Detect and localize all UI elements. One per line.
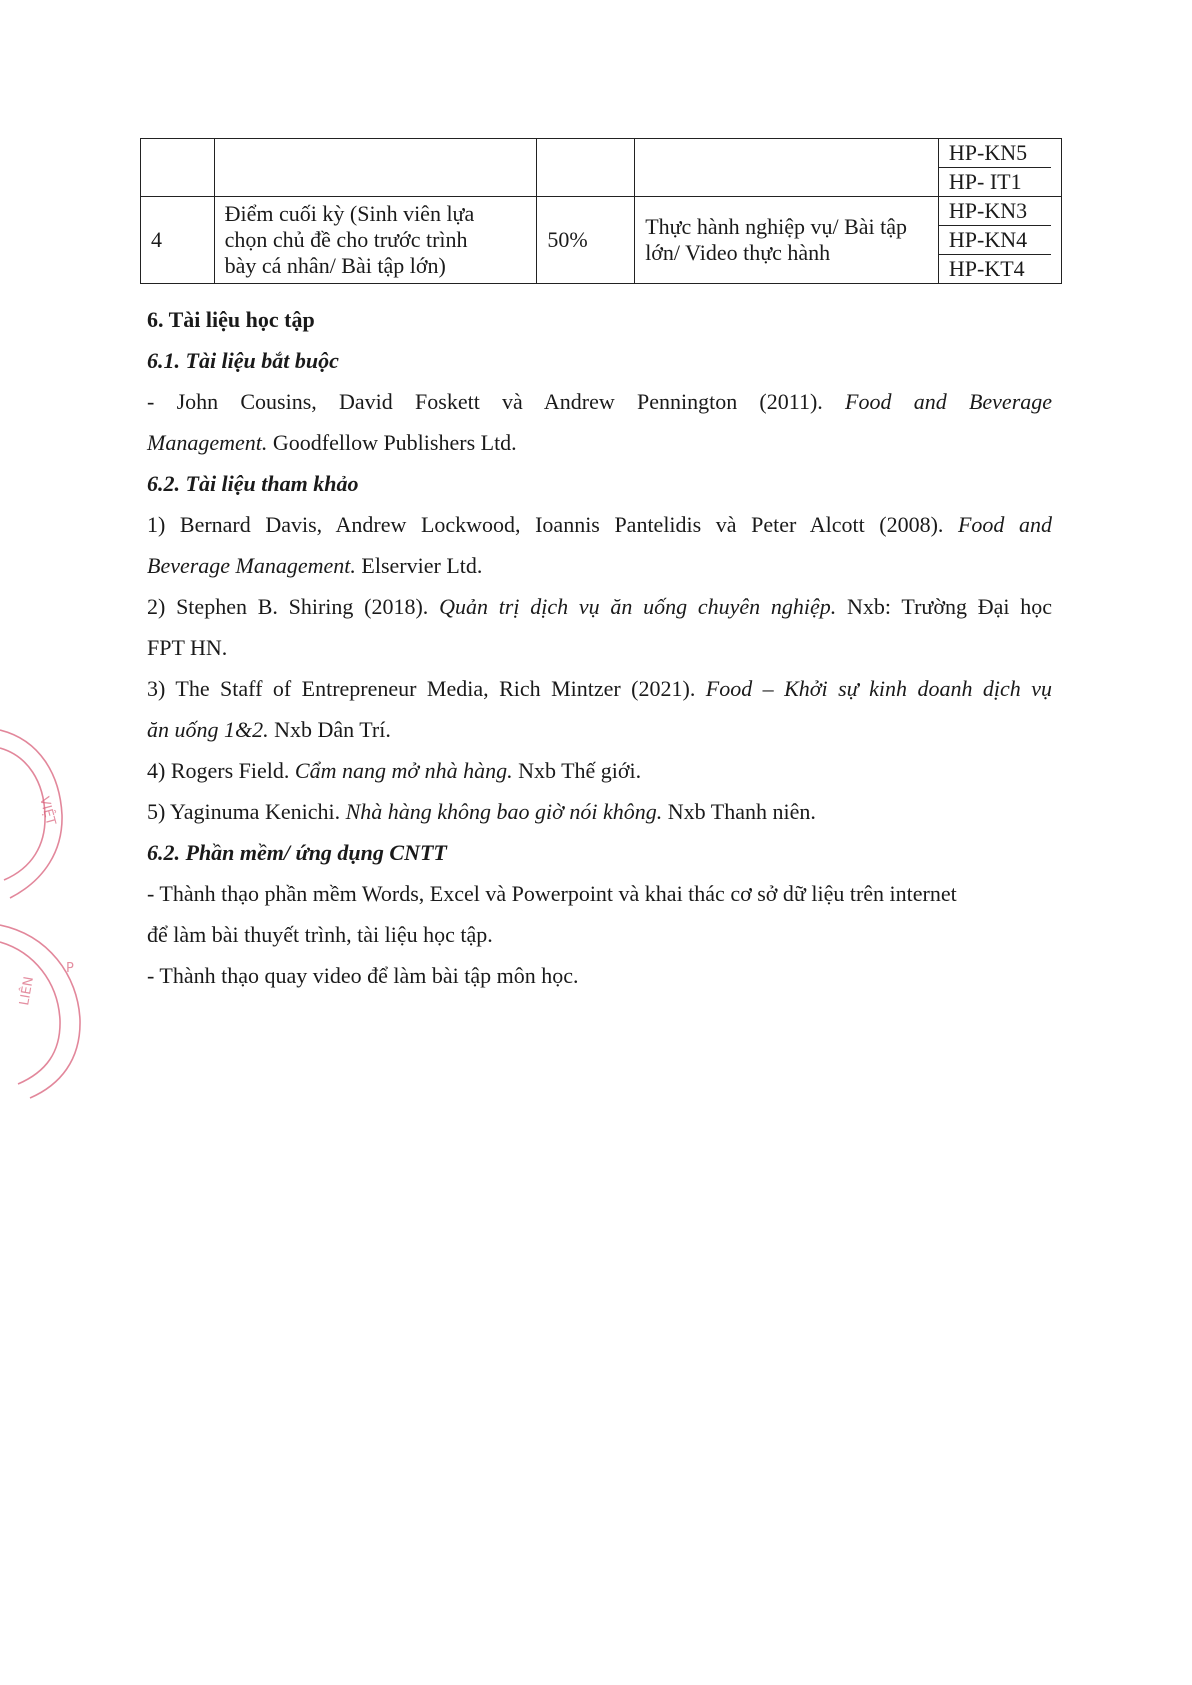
ref-publisher: Nxb Thế giới. bbox=[512, 758, 642, 783]
section-heading: 6. Tài liệu học tập bbox=[147, 307, 315, 332]
ref-publisher: Nxb: Trường Đại học bbox=[847, 594, 1052, 619]
body-line: để làm bài thuyết trình, tài liệu học tập. bbox=[147, 922, 493, 947]
ref-publisher: Goodfellow Publishers Ltd. bbox=[267, 430, 517, 455]
clo-code: HP- IT1 bbox=[939, 167, 1051, 196]
ref-authors: 5) Yaginuma Kenichi. bbox=[147, 799, 346, 824]
clo-code: HP-KT4 bbox=[939, 254, 1051, 283]
ref-title: Management. bbox=[147, 430, 268, 455]
svg-text:P: P bbox=[66, 961, 74, 976]
content-line: Điểm cuối kỳ (Sinh viên lựa bbox=[224, 201, 475, 226]
cell-content bbox=[214, 197, 537, 284]
cell-weight: 50% bbox=[537, 197, 635, 284]
cell-no bbox=[141, 139, 215, 197]
ref-title: Food and bbox=[957, 512, 1052, 537]
content-line: chọn chủ đề cho trước trình bbox=[224, 227, 468, 252]
clo-code: HP-KN4 bbox=[939, 225, 1051, 254]
reference-line bbox=[147, 593, 1052, 621]
reference-line bbox=[147, 716, 391, 744]
reference-line bbox=[147, 798, 816, 826]
ref-authors: 1) Bernard Davis, Andrew Lockwood, Ioannis Pantelidis và Peter Alcott (2008). bbox=[147, 512, 944, 537]
cell-clo bbox=[938, 197, 1061, 284]
reference-line bbox=[147, 552, 482, 580]
content-line: bày cá nhân/ Bài tập lớn) bbox=[224, 253, 446, 278]
ref-title: Nhà hàng không bao giờ nói không. bbox=[345, 799, 663, 824]
svg-text:LIÊN: LIÊN bbox=[17, 975, 37, 1007]
method-line: Thực hành nghiệp vụ/ Bài tập bbox=[645, 214, 907, 239]
ref-publisher: Elservier Ltd. bbox=[355, 553, 483, 578]
ref-publisher: Nxb Dân Trí. bbox=[268, 717, 391, 742]
ref-publisher: Nxb Thanh niên. bbox=[662, 799, 816, 824]
body-line: - Thành thạo phần mềm Words, Excel và Powerpoint và khai thác cơ sở dữ liệu trên internet bbox=[147, 881, 957, 906]
ref-authors: - John Cousins, David Foskett và Andrew Pennington (2011). bbox=[147, 389, 823, 414]
table-row bbox=[141, 139, 1062, 197]
cell-clo bbox=[938, 139, 1061, 197]
reference-line bbox=[147, 429, 517, 457]
ref-authors: 2) Stephen B. Shiring (2018). bbox=[147, 594, 440, 619]
reference-line bbox=[147, 675, 1052, 703]
seal-stamp-icon bbox=[0, 720, 110, 1100]
reference-line: FPT HN. bbox=[147, 635, 228, 660]
ref-title: Beverage Management. bbox=[147, 553, 356, 578]
table-row bbox=[141, 197, 1062, 284]
svg-text:VIỆT: VIỆT bbox=[36, 795, 59, 827]
reference-line bbox=[147, 388, 1052, 416]
clo-code: HP-KN5 bbox=[948, 140, 1028, 165]
ref-title: Food and Beverage bbox=[845, 389, 1053, 414]
clo-code: HP-KN3 bbox=[948, 198, 1028, 223]
cell-weight bbox=[537, 139, 635, 197]
cell-no: 4 bbox=[141, 197, 215, 284]
ref-title: ăn uống 1&2. bbox=[147, 717, 269, 742]
reference-line bbox=[147, 757, 641, 785]
ref-authors: 3) The Staff of Entrepreneur Media, Rich Mintzer (2021). bbox=[147, 676, 706, 701]
ref-title: Food – Khởi sự kinh doanh dịch vụ bbox=[705, 676, 1052, 701]
body-line: - Thành thạo quay video để làm bài tập môn học. bbox=[147, 963, 579, 988]
reference-line bbox=[147, 511, 1052, 539]
assessment-table bbox=[140, 138, 1062, 284]
cell-method bbox=[635, 197, 939, 284]
ref-title: Quản trị dịch vụ ăn uống chuyên nghiệp. bbox=[439, 594, 837, 619]
ref-authors: 4) Rogers Field. bbox=[147, 758, 295, 783]
ref-title: Cẩm nang mở nhà hàng. bbox=[294, 758, 513, 783]
subsection-heading: 6.2. Phần mềm/ ứng dụng CNTT bbox=[147, 840, 447, 865]
cell-content bbox=[214, 139, 537, 197]
cell-method bbox=[635, 139, 939, 197]
method-line: lớn/ Video thực hành bbox=[645, 240, 831, 265]
subsection-heading: 6.1. Tài liệu bắt buộc bbox=[147, 348, 339, 373]
subsection-heading: 6.2. Tài liệu tham khảo bbox=[147, 471, 359, 496]
